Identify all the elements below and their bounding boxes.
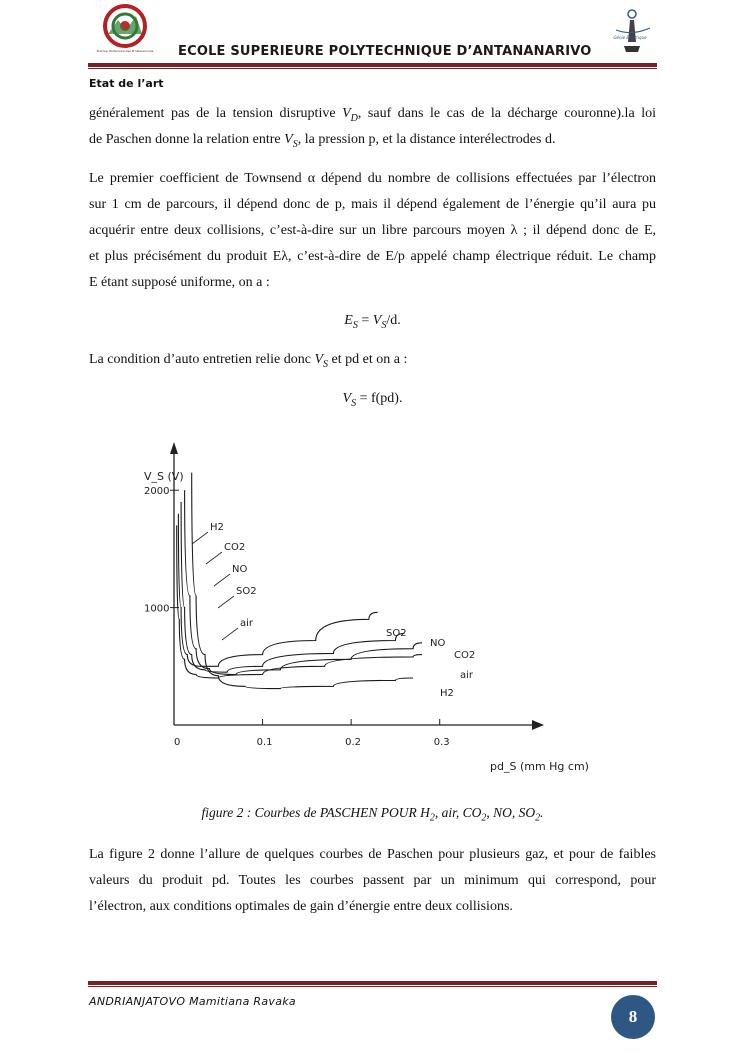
x-axis-label: pd_S (mm Hg cm) [490, 760, 589, 773]
x-axis-arrow [532, 720, 544, 730]
x-tick-label: 0.3 [433, 737, 450, 748]
equation-1: $E_S = V_S/d$. [344, 313, 401, 331]
page-number: 8 [611, 995, 655, 1039]
paragraph-3 [89, 347, 656, 373]
annotation-leader [206, 552, 222, 564]
footer-author: ANDRIANJATOVO Mamitiana Ravaka [89, 995, 296, 1008]
para1-line1: généralement pas de la tension disruptive $V_D$, sauf dans le cas de la décharge couronne).la loi [89, 106, 656, 124]
para4-line: La figure 2 donne l’allure de quelques courbes de Paschen pour plusieurs gaz, et pour de faibles [89, 847, 656, 862]
series-line-air [177, 525, 422, 678]
header-title: ECOLE SUPERIEURE POLYTECHNIQUE D’ANTANANARIVO [178, 44, 592, 59]
para3-line: La condition d’auto entretien relie donc $V_S$ et pd et on a : [89, 352, 408, 370]
x-tick-label: 0 [174, 737, 181, 748]
svg-text:Premier Partenaire des Profess: Premier Partenaire des Professionnels [96, 49, 154, 53]
annotation-label: air [460, 670, 474, 681]
paragraph-1 [89, 101, 656, 153]
annotation-leader [218, 596, 234, 608]
annotation-label: CO2 [454, 650, 476, 661]
paragraph-2 [89, 166, 656, 296]
school-logo [96, 4, 154, 54]
section-title: Etat de l’art [89, 77, 164, 90]
annotation-label: H2 [210, 522, 224, 533]
header-rule-thin [88, 68, 657, 69]
para2-line: et plus précisément du produit Eλ, c’est-à-dire de E/p appelé champ électrique réduit. Le champ [89, 249, 656, 264]
paragraph-4 [89, 842, 656, 920]
para4-line: valeurs du produit pd. Toutes les courbes passent par un minimum qui correspond, pour [89, 873, 656, 888]
para1-line2: de Paschen donne la relation entre $V_S$, la pression p, et la distance interélectrodes d. [89, 132, 556, 150]
para2-line: E étant supposé uniforme, on a : [89, 275, 270, 290]
y-tick-label: 2000 [144, 486, 170, 498]
svg-text:Génie Electrique: Génie Electrique [613, 35, 647, 40]
figure-caption: figure 2 : Courbes de PASCHEN POUR $H_2$, air, $CO_2$, NO, $SO_2$. [201, 805, 544, 824]
series-line-so2 [178, 514, 377, 667]
annotation-label: NO [232, 564, 248, 575]
series-line-co2 [185, 490, 422, 674]
annotation-leader [214, 574, 230, 586]
annotation-label: NO [430, 638, 446, 649]
footer-rule-thin [88, 986, 657, 987]
annotation-leader [222, 628, 238, 640]
footer-rule [88, 981, 657, 985]
para2-line: Le premier coefficient de Townsend α dépend du nombre de collisions effectuées par l’électron [89, 171, 656, 186]
x-tick-label: 0.1 [256, 737, 273, 748]
annotation-label: air [240, 618, 254, 629]
header-rule [88, 63, 657, 67]
para2-line: acquérir entre deux collisions, c’est-à-dire sur un libre parcours moyen λ ; il dépend donc de E, [89, 223, 656, 238]
annotation-label: CO2 [224, 542, 246, 553]
x-tick-label: 0.2 [345, 737, 362, 748]
annotation-label: SO2 [236, 586, 257, 597]
series-line-h2 [192, 473, 413, 689]
department-logo [604, 6, 656, 58]
annotation-leader [192, 532, 208, 544]
paschen-chart [130, 440, 610, 780]
equation-2: $V_S = f(pd)$. [342, 391, 403, 409]
y-axis-arrow [170, 442, 178, 454]
y-tick-label: 1000 [144, 603, 170, 615]
para4-line: l’électron, aux conditions optimales de gain d’énergie entre deux collisions. [89, 899, 513, 914]
y-axis-label: V_S (V) [144, 470, 184, 483]
annotation-label: H2 [440, 688, 454, 699]
para2-line: sur 1 cm de parcours, il dépend donc de p, mais il dépend également de l’énergie qu’il aura pu [89, 197, 656, 212]
annotation-label: SO2 [386, 628, 407, 639]
